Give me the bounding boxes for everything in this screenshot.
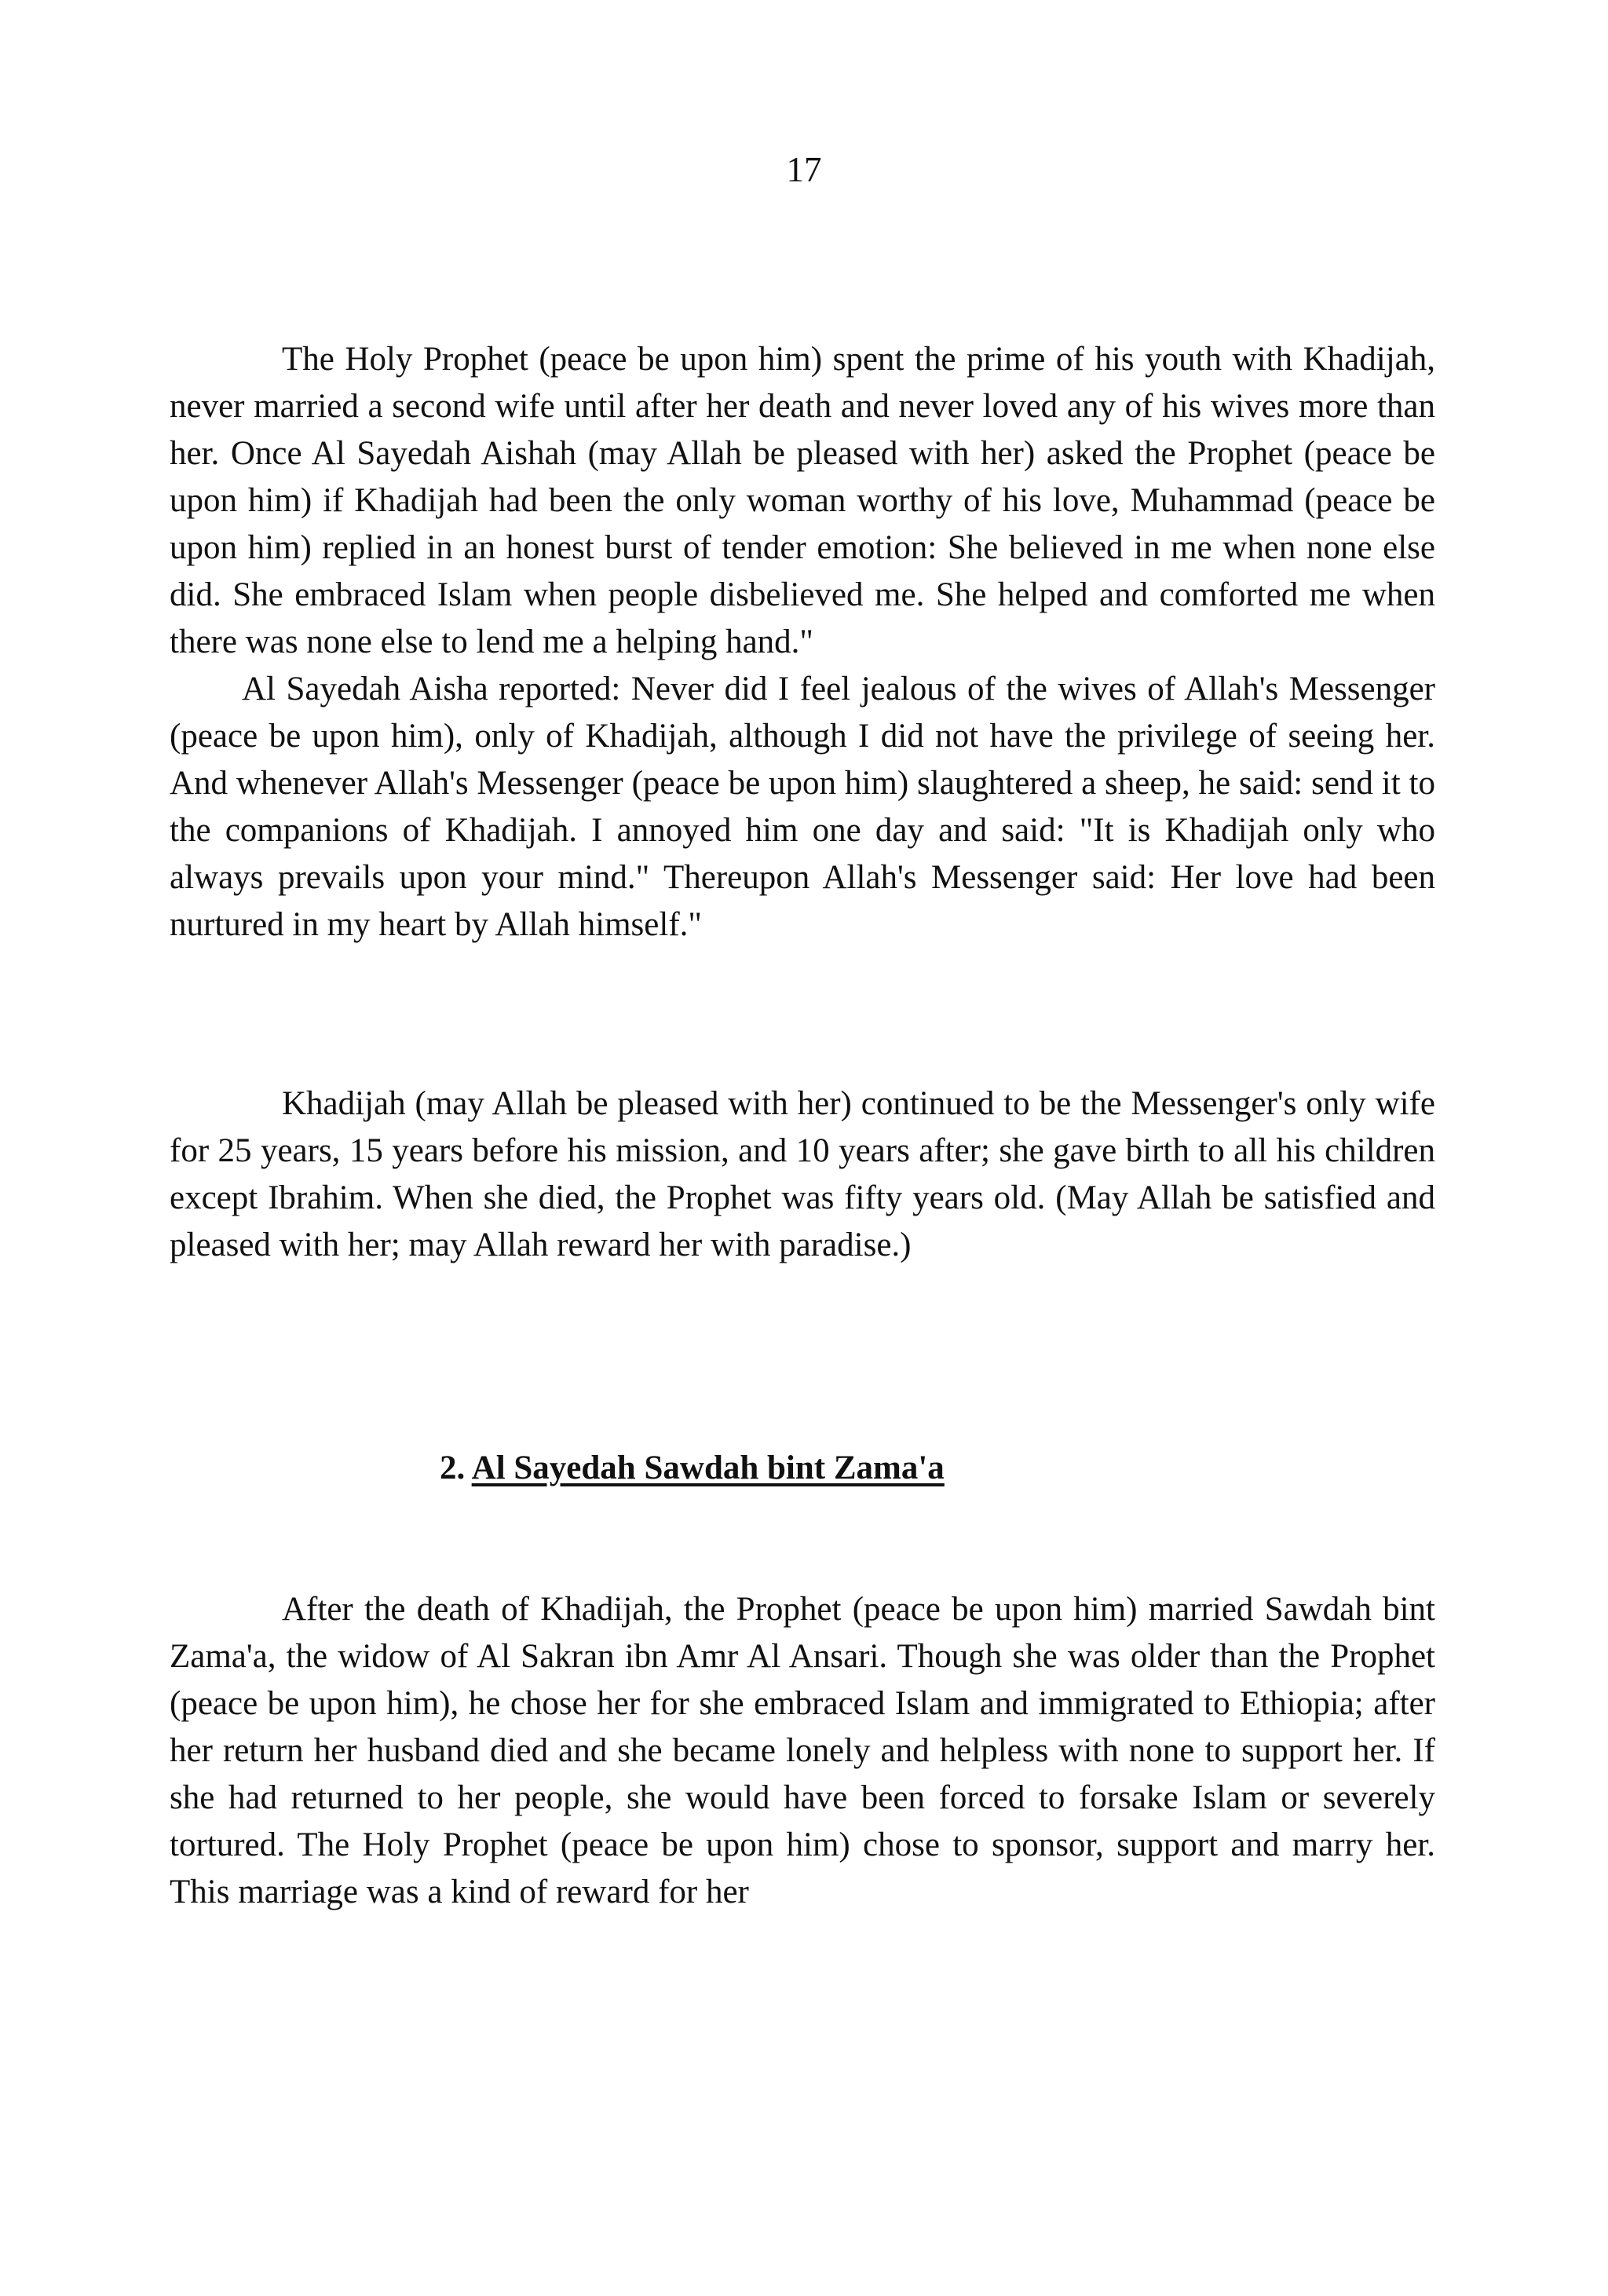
- paragraph-khadijah-youth: The Holy Prophet (peace be upon him) spent the prime of his youth with Khadijah, never married a second wife until after her death and never loved any of his wives more than her. Once Al Sayedah Aishah (may Allah be pleased with her) asked the Prophet (peace be upon him) if Khadijah had been the only woman worthy of his love, Muhammad (peace be upon him) replied in an honest burst of tender emotion: She believed in me when none else did. She embraced Islam when people disbelieved me. She helped and comforted me when there was none else to lend me a helping hand.": [170, 341, 1435, 660]
- section-heading: [440, 1445, 945, 1492]
- page-number: 17: [786, 150, 822, 189]
- section-number: 2.: [440, 1450, 466, 1486]
- paragraph-aisha-report: Al Sayedah Aisha reported: Never did I feel jealous of the wives of Allah's Messenger (peace be upon him), only of Khadijah, although I did not have the privilege of seeing her. And whenever Allah's Messenger (peace be upon him) slaughtered a sheep, he said: send it to the companions of Khadijah. I annoyed him one day and said: "It is Khadijah only who always prevails upon your mind." Thereupon Allah's Messenger said: Her love had been nurtured in my heart by Allah himself.": [170, 671, 1435, 943]
- main-text-middle: [170, 1080, 1435, 1269]
- paragraph-sawdah: After the death of Khadijah, the Prophet (peace be upon him) married Sawdah bint Zama'a, the widow of Al Sakran ibn Amr Al Ansari. Though she was older than the Prophet (peace be upon him), he chose her for she embraced Islam and immigrated to Ethiopia; after her return her husband died and she became lonely and helpless with none to support her. If she had returned to her people, she would have been forced to forsake Islam or severely tortured. The Holy Prophet (peace be upon him) chose to sponsor, support and marry her. This marriage was a kind of reward for her: [170, 1591, 1435, 1910]
- paragraph-khadijah-wife: Khadijah (may Allah be pleased with her) continued to be the Messenger's only wife for 25 years, 15 years before his mission, and 10 years after; she gave birth to all his children except Ibrahim. When she died, the Prophet was fifty years old. (May Allah be satisfied and pleased with her; may Allah reward her with paradise.): [170, 1085, 1435, 1263]
- section-title: Al Sayedah Sawdah bint Zama'a: [471, 1450, 945, 1486]
- main-text-lower: [170, 1586, 1435, 1916]
- main-text-upper: [170, 336, 1435, 949]
